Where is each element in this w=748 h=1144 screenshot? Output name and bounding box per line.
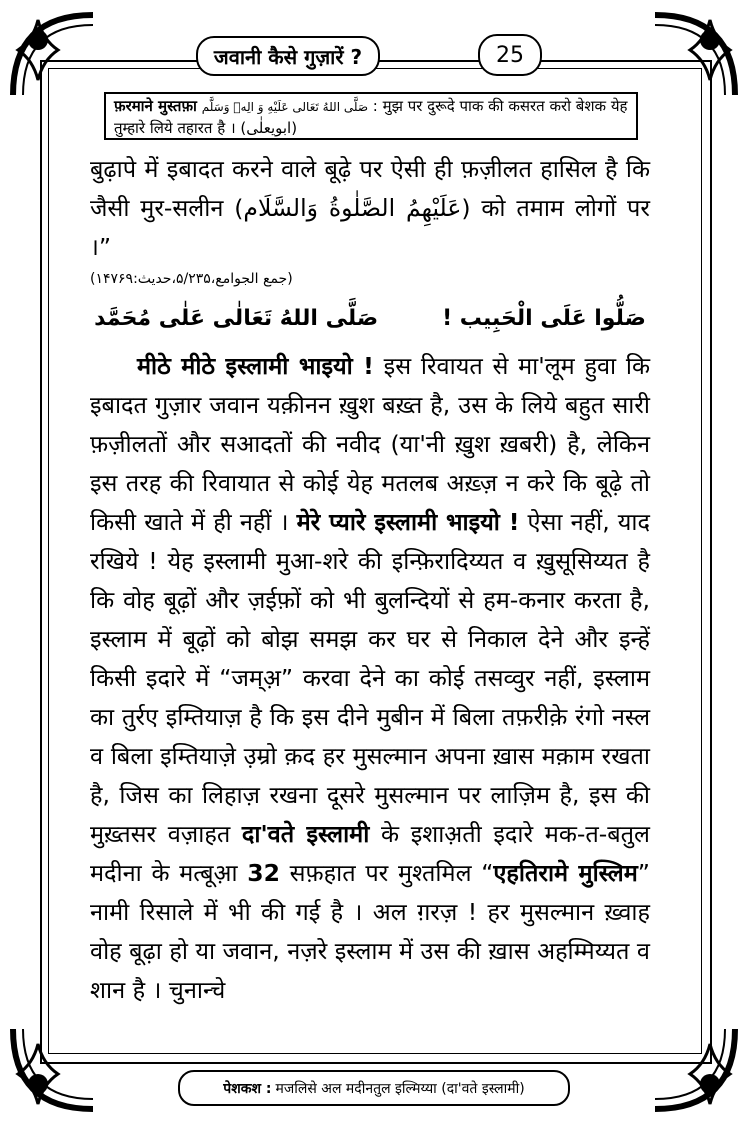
farmane-mustafa-box [104, 92, 638, 140]
book-title: जवानी कैसे गुज़ारें ? [196, 36, 380, 76]
footer-label: पेशकश : [223, 1080, 272, 1097]
salat-left: صَلُّوا عَلَى الْحَبِيب ! [442, 306, 646, 331]
corner-ornament-icon [8, 1024, 98, 1114]
p2-bold-org: दा'वते इस्लामी [241, 820, 370, 848]
p2-bold-book: एहतिरामे मुस्लिम [493, 859, 638, 887]
main-text [90, 150, 650, 1010]
page-number: 25 [478, 34, 542, 76]
p2-b: ऐसा नहीं, याद रखिये ! येह इस्लामी मुआ-शरे की इन्फ़िरादिय्यत व ख़ुसूसिय्यत है कि वोह बूढ़ों और ज़ईफ़ों को भी बुलन्दियों से हम-कनार करता है, इस्लाम में बूढ़ों को बोझ समझ कर घर से निकाल देने और इन्हें किसी इदारे में “जम्अ़” करवा देने का कोई तसव्वुर नहीं, इस्लाम का तुर्रए इम्तियाज़ है कि इस दीने मुबीन में बिला तफ़रीक़े रंगो नस्ल व बिला इम्तियाज़े उ़म्रो क़द हर मुसल्मान अपना ख़ास मक़ाम रखता है, जिस का लिहाज़ रखना दूसरे मुसल्मान पर लाज़िम है, इस की मुख़्तसर वज़ाहत [90, 508, 651, 848]
p2-bold-start: मीठे मीठे इस्लामी भाइयो ! [137, 352, 374, 380]
p2-e: ” नामी रिसाले में भी की गई है । अल ग़रज़ ! हर मुसल्मान ख़्वाह वोह बूढ़ा हो या जवान, नज़रे इस्लाम में उस की ख़ास अहम्मिय्यत व शान है । चुनान्चे [90, 859, 650, 1004]
p2-c: के इशाअ़ती इदारे मक-त-बतुल मदीना के मत्बूआ़ [90, 820, 650, 887]
paragraph-1: बुढ़ापे में इबादत करने वाले बूढ़े पर ऐसी ही फ़ज़ीलत हासिल है कि जैसी मुर-सलीन (عَلَيْهِمُ الصَّلٰوةُ وَالسَّلَام) को तमाम लोगों पर ।” [90, 155, 650, 261]
paragraph-2 [90, 347, 650, 1010]
farmane-arabic: صَلَّى اللهُ تَعَالى عَلَيْهِ وَ الِهٖ وَسَلَّم [201, 100, 369, 114]
salat-right: صَلَّى اللهُ تَعَالٰى عَلٰى مُحَمَّد [94, 306, 379, 331]
p2-bold-num: 32 [247, 859, 280, 887]
farmane-label: फ़रमाने मुस्तफ़ा [114, 97, 197, 115]
p2-bold-mid: मेरे प्यारे इस्लामी भाइयो ! [296, 508, 520, 536]
farmane-text: : मुझ पर दुरूदे पाक की कसरत करो बेशक येह तुम्हारे लिये तहारत है । (ابویعلٰی) [114, 97, 628, 137]
p2-a: इस रिवायत से मा'लूम हुवा कि इबादत गुज़ार जवान यक़ीनन ख़ुश बख़्त है, उस के लिये बहुत सारी फ़ज़ीलतों और सआदतों की नवीद (या'नी ख़ुश ख़बरी) है, लेकिन इस तरह की रिवायात से कोई येह मतलब अख़्ज़ न करे कि बूढ़े तो किसी खाते में ही नहीं । [90, 352, 651, 536]
corner-ornament-icon [650, 10, 740, 100]
footer-text: मजलिसे अल मदीनतुल इल्मिय्या (दा'वते इस्लामी) [275, 1080, 525, 1097]
p2-d: सफ़हात पर मुश्तमिल “ [279, 859, 494, 887]
corner-ornament-icon [8, 10, 98, 100]
reference: (جمع الجوامع،۵/۲۳۵،حدیث:۱۴۷۶۹) [90, 271, 293, 287]
corner-ornament-icon [650, 1024, 740, 1114]
salat-line [90, 291, 650, 347]
footer [178, 1070, 570, 1106]
